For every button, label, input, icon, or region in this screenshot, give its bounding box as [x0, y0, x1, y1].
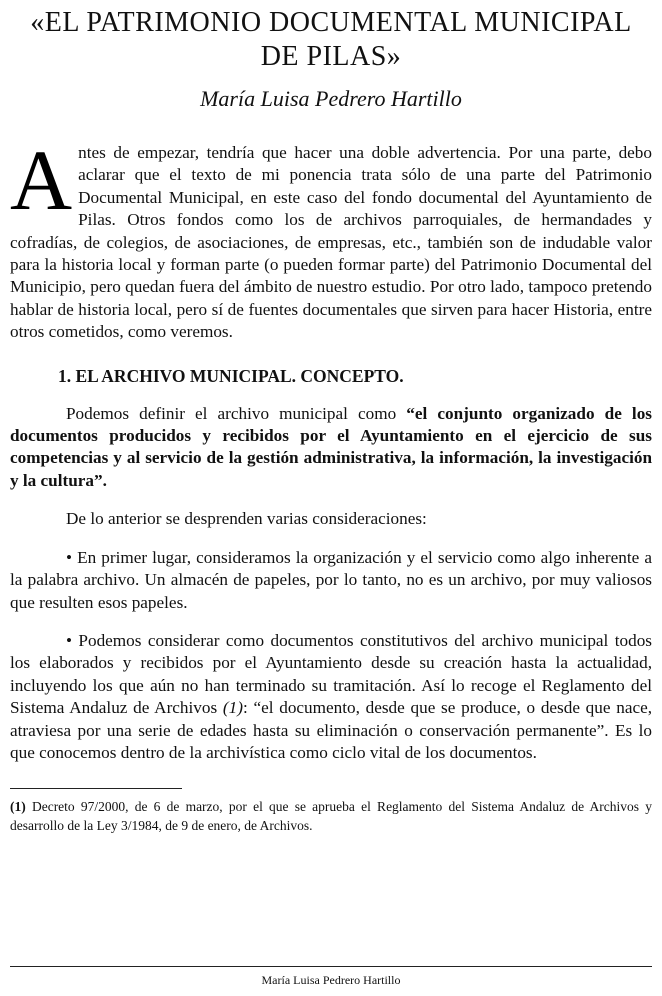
footnote-divider: [10, 788, 182, 789]
drop-cap: A: [10, 132, 73, 228]
definition-paragraph: [10, 403, 652, 493]
author-name: María Luisa Pedrero Hartillo: [200, 86, 462, 111]
running-footer: María Luisa Pedrero Hartillo: [261, 973, 401, 987]
section-heading: 1. EL ARCHIVO MUNICIPAL. CONCEPTO.: [58, 365, 404, 386]
definition-quote: “el conjunto organizado de los documentos producidos y recibidos por el Ayuntamiento en el ejercicio de sus competencias y al servicio de la gestión administrativa, la información, la investigación y la cultura”.: [10, 403, 652, 490]
definition-lead: Podemos definir el archivo municipal como: [66, 403, 407, 423]
footnote-reference[interactable]: (1): [222, 698, 243, 718]
bullet-2-text-b: : “el documento, desde que se produce, o desde que nace, atraviesa por una serie de edades hasta su eliminación o conservación permanente”. Es lo que conocemos dentro de la archivística como ciclo vital de los documentos.: [10, 698, 653, 762]
document-page: [10, 0, 652, 996]
title-line-1: «EL PATRIMONIO DOCUMENTAL MUNICIPAL: [30, 7, 632, 38]
article-title: [10, 6, 652, 74]
footer-divider: [10, 966, 652, 967]
footnote-marker: (1): [10, 799, 26, 815]
intro-text: ntes de empezar, tendría que hacer una doble advertencia. Por una parte, debo aclarar que el texto de mi ponencia trata sólo de una parte del Patrimonio Documental Municipal, en este caso del fondo documental del Ayuntamiento de Pilas. Otros fondos como los de archivos parroquiales, de hermandades y cofradías, de colegios, de asociaciones, de empresas, etc., también son de indudable valor para la historia local y forman parte (o pueden formar parte) del Patrimonio Documental del Municipio, pero quedan fuera del ámbito de nuestro estudio. Por otro lado, tampoco pretendo hablar de historia local, pero sí de fuentes documentales que sirven para hacer Historia, entre otros cometidos, como veremos.: [10, 143, 652, 342]
footnote-text: Decreto 97/2000, de 6 de marzo, por el que se aprueba el Reglamento del Sistema Andaluz de Archivos y desarrollo de la Ley 3/1984, de 9 de enero, de Archivos.: [10, 799, 652, 834]
intro-paragraph: [10, 132, 652, 344]
bullet-2-text-a: • Podemos considerar como documentos constitutivos del archivo municipal todos los elaborados y recibidos por el Ayuntamiento desde su creación hasta la actualidad, incluyendo los que aún no han terminado su tramitación. Así lo recoge el Reglamento del Sistema Andaluz de Archivos: [10, 630, 652, 718]
considerations-intro: De lo anterior se desprenden varias consideraciones:: [66, 509, 427, 529]
bullet-paragraph-2: [10, 630, 652, 764]
title-line-2: DE PILAS»: [260, 41, 402, 72]
bullet-paragraph-1: • En primer lugar, consideramos la organización y el servicio como algo inherente a la palabra archivo. Un almacén de papeles, por lo tanto, no es un archivo, por muy valiosos que resulten esos papeles.: [10, 547, 652, 612]
footnote: [10, 797, 652, 835]
